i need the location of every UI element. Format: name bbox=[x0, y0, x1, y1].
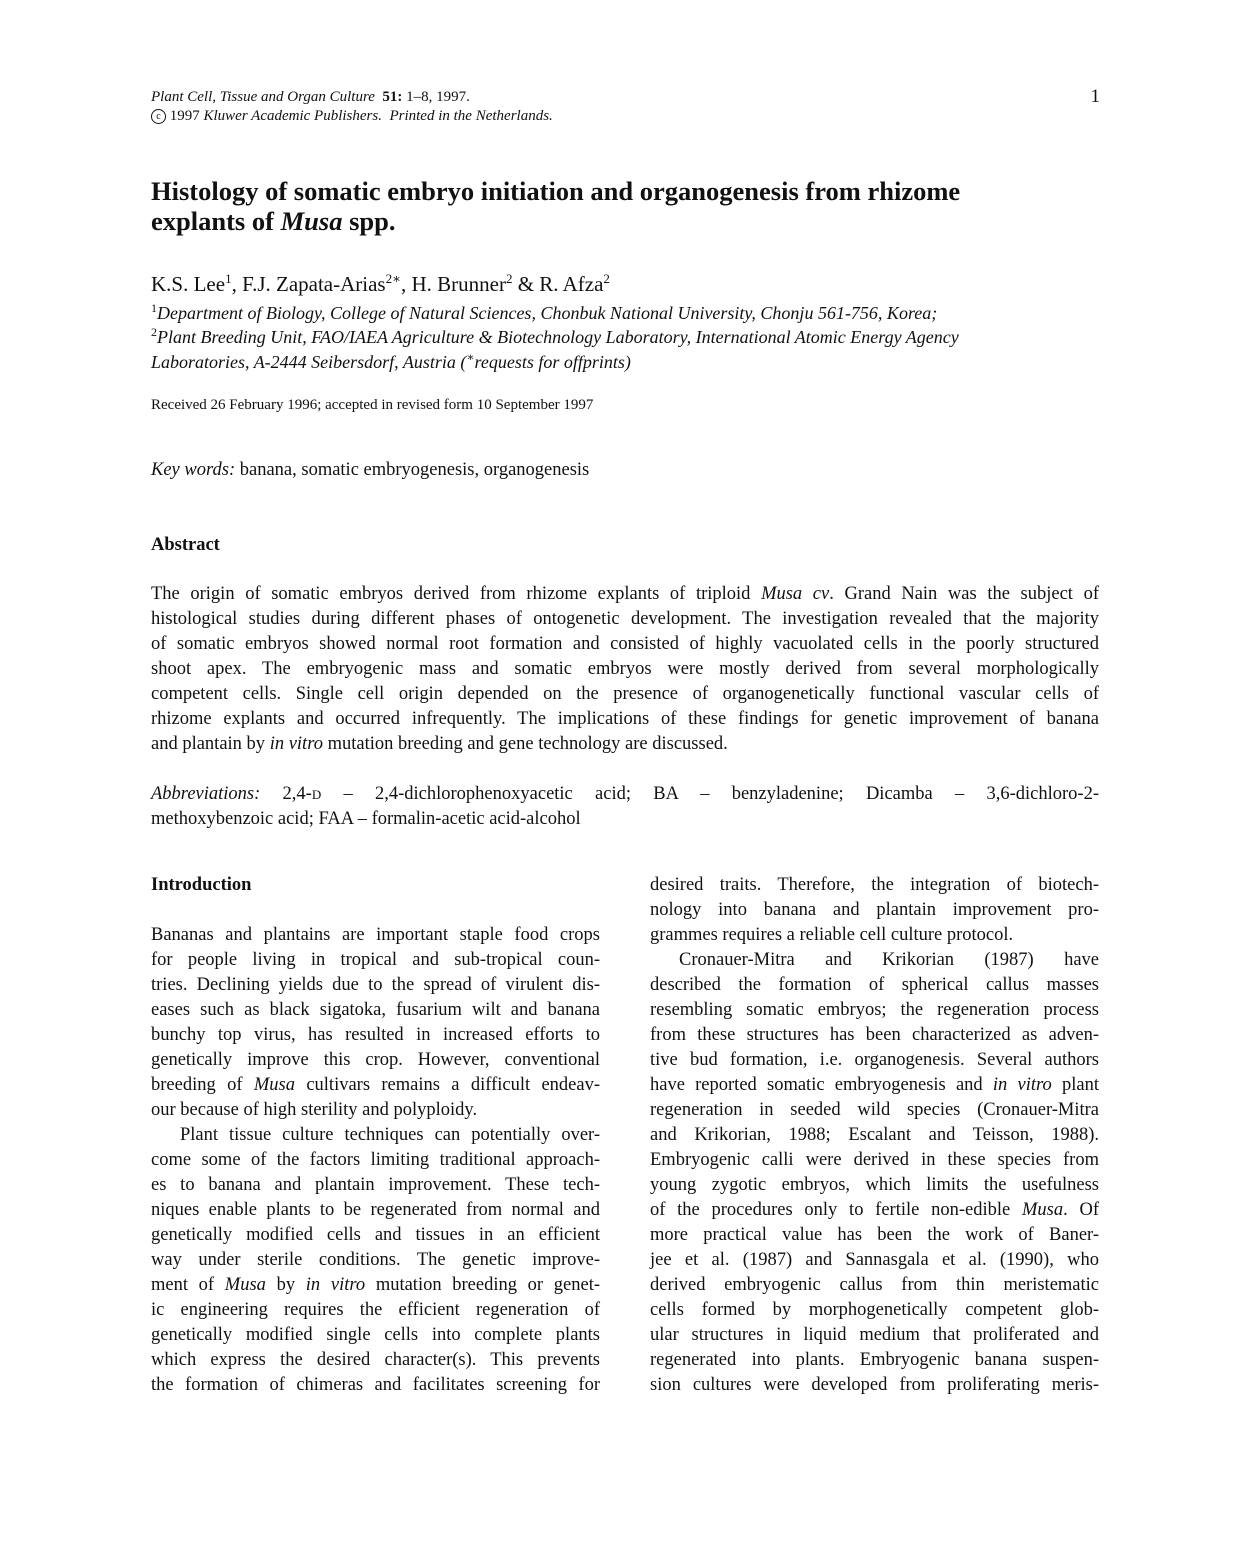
intro-text: mutation breeding or genet- bbox=[375, 1275, 600, 1295]
abstract-body bbox=[151, 582, 1099, 757]
journal-citation-line bbox=[151, 88, 553, 107]
affiliation-2-marker: 2 bbox=[151, 325, 157, 339]
abbreviations-label: Abbreviations: bbox=[151, 784, 261, 804]
offprint-star: ∗ bbox=[466, 350, 475, 364]
abstract-line: rhizome explants and occurred infrequently. The implications of these findings for genetic improvement of banana bbox=[151, 709, 1099, 729]
abbreviations-line: methoxybenzoic acid; FAA – formalin-acetic acid-alcohol bbox=[151, 809, 581, 829]
intro-text: cultivars remains a difficult endeav- bbox=[306, 1075, 601, 1095]
intro-line: niques enable plants to be regenerated from normal and bbox=[151, 1200, 600, 1220]
copyright-year: 1997 bbox=[169, 108, 200, 124]
journal-pages: 1–8, 1997. bbox=[406, 89, 470, 105]
intro-line: regeneration in seeded wild species (Cronauer-Mitra bbox=[650, 1100, 1099, 1120]
intro-line: bunchy top virus, has resulted in increased efforts to bbox=[151, 1025, 600, 1045]
paper-title bbox=[151, 176, 1111, 236]
copyright-icon: c bbox=[151, 109, 166, 124]
title-genus: Musa bbox=[280, 206, 343, 236]
abstract-line: shoot apex. The embryogenic mass and somatic embryos were mostly derived from several morphologically bbox=[151, 659, 1099, 679]
keywords-label: Key words: bbox=[151, 460, 236, 480]
intro-line: Plant tissue culture techniques can potentially over- bbox=[180, 1125, 600, 1145]
intro-line: tries. Declining yields due to the spread of virulent dis- bbox=[151, 975, 600, 995]
abbreviations bbox=[151, 782, 1099, 832]
keywords-text: banana, somatic embryogenesis, organogenesis bbox=[239, 460, 590, 480]
intro-text: breeding of bbox=[151, 1075, 243, 1095]
intro-line: derived embryogenic callus from thin meristematic bbox=[650, 1275, 1099, 1295]
intro-line: es to banana and plantain improvement. These tech- bbox=[151, 1175, 600, 1195]
intro-line bbox=[650, 1073, 1099, 1098]
author-lee-affil: 1 bbox=[225, 271, 232, 286]
author-list bbox=[151, 266, 610, 297]
abbreviations-text: – 2,4-dichlorophenoxyacetic acid; BA – benzyladenine; Dicamba – 3,6-dichloro-2- bbox=[343, 784, 1099, 804]
affiliation-2-text: Plant Breeding Unit, FAO/IAEA Agriculture & Biotechnology Laboratory, International Atomic Energy Agency bbox=[157, 327, 959, 347]
intro-text: of the procedures only to fertile non-edible bbox=[650, 1200, 1011, 1220]
intro-text: by bbox=[276, 1275, 296, 1295]
intro-line: genetically modified cells and tissues in an efficient bbox=[151, 1225, 600, 1245]
title-line-2-prefix: explants of bbox=[151, 206, 274, 236]
author-afza: & R. Afza bbox=[512, 272, 604, 296]
intro-line: our because of high sterility and polyploidy. bbox=[151, 1100, 478, 1120]
abstract-text: . Grand Nain was the subject of bbox=[829, 584, 1099, 604]
left-column bbox=[151, 873, 600, 1398]
printed-in: Printed in the Netherlands. bbox=[389, 108, 553, 124]
intro-line bbox=[151, 1273, 600, 1298]
abstract-line: of somatic embryos showed normal root formation and consisted of highly vacuolated cells in the poorly structured bbox=[151, 634, 1099, 654]
abstract-heading: Abstract bbox=[151, 535, 220, 555]
introduction-heading: Introduction bbox=[151, 875, 252, 895]
intro-line: come some of the factors limiting traditional approach- bbox=[151, 1150, 600, 1170]
intro-line: ic engineering requires the efficient regeneration of bbox=[151, 1300, 600, 1320]
intro-italic: in vitro bbox=[305, 1275, 366, 1295]
affiliation-1-marker: 1 bbox=[151, 301, 157, 315]
intro-line: ular structures in liquid medium that proliferated and bbox=[650, 1325, 1099, 1345]
abbreviations-line bbox=[151, 782, 1099, 807]
intro-text: have reported somatic embryogenesis and bbox=[650, 1075, 983, 1095]
title-line-1: Histology of somatic embryo initiation and organogenesis from rhizome bbox=[151, 176, 961, 206]
journal-header bbox=[151, 88, 553, 126]
intro-line: and Krikorian, 1988; Escalant and Teisson, 1988). bbox=[650, 1125, 1099, 1145]
abstract-line bbox=[151, 732, 1099, 757]
abstract-italic: in vitro bbox=[269, 734, 323, 754]
author-brunner-affil: 2 bbox=[505, 271, 513, 286]
author-brunner: , H. Brunner bbox=[400, 272, 506, 296]
copyright-line bbox=[151, 107, 553, 126]
intro-line: cells formed by morphogenetically competent glob- bbox=[650, 1300, 1099, 1320]
intro-line: grammes requires a reliable cell culture protocol. bbox=[650, 925, 1014, 945]
intro-text: . Of bbox=[1063, 1200, 1099, 1220]
intro-line: the formation of chimeras and facilitates screening for bbox=[151, 1375, 600, 1395]
intro-line: resembling somatic embryos; the regeneration process bbox=[650, 1000, 1099, 1020]
abstract-line: histological studies during different phases of ontogenetic development. The investigation revealed that the majority bbox=[151, 609, 1099, 629]
intro-line: from these structures has been characterized as adven- bbox=[650, 1025, 1099, 1045]
intro-line: sion cultures were developed from proliferating meris- bbox=[650, 1375, 1099, 1395]
abstract-text: and plantain by bbox=[151, 734, 266, 754]
intro-line: jee et al. (1987) and Sannasgala et al. (1990), who bbox=[650, 1250, 1099, 1270]
intro-line: Embryogenic calli were derived in these species from bbox=[650, 1150, 1099, 1170]
author-afza-affil: 2 bbox=[603, 271, 610, 286]
intro-line: desired traits. Therefore, the integration of biotech- bbox=[650, 875, 1099, 895]
abstract-text: mutation breeding and gene technology are discussed. bbox=[327, 734, 728, 754]
intro-line bbox=[650, 1198, 1099, 1223]
intro-line: eases such as black sigatoka, fusarium wilt and banana bbox=[151, 1000, 600, 1020]
intro-line: described the formation of spherical callus masses bbox=[650, 975, 1099, 995]
intro-line: tive bud formation, i.e. organogenesis. Several authors bbox=[650, 1050, 1099, 1070]
abstract-line bbox=[151, 582, 1099, 607]
intro-italic: Musa bbox=[1021, 1200, 1064, 1220]
intro-line: Bananas and plantains are important staple food crops bbox=[151, 925, 600, 945]
title-line-2-suffix: spp. bbox=[349, 206, 396, 236]
intro-line: Cronauer-Mitra and Krikorian (1987) have bbox=[679, 950, 1099, 970]
intro-line: genetically improve this crop. However, conventional bbox=[151, 1050, 600, 1070]
intro-line: way under sterile conditions. The genetic improve- bbox=[151, 1250, 600, 1270]
publisher-name: Kluwer Academic Publishers. bbox=[203, 108, 382, 124]
intro-text: ment of bbox=[151, 1275, 215, 1295]
intro-line: nology into banana and plantain improvement pro- bbox=[650, 900, 1099, 920]
author-zapata: , F.J. Zapata-Arias bbox=[231, 272, 386, 296]
keywords bbox=[151, 458, 589, 482]
intro-line: for people living in tropical and sub-tropical coun- bbox=[151, 950, 600, 970]
intro-line: more practical value has been the work of Baner- bbox=[650, 1225, 1099, 1245]
right-column bbox=[650, 873, 1099, 1398]
affiliation-3-text-b: requests for offprints) bbox=[474, 352, 631, 372]
journal-name: Plant Cell, Tissue and Organ Culture bbox=[151, 89, 375, 105]
abstract-text: The origin of somatic embryos derived from rhizome explants of triploid bbox=[151, 584, 751, 604]
abbreviations-text: 2,4- bbox=[282, 784, 312, 804]
intro-line: young zygotic embryos, which limits the usefulness bbox=[650, 1175, 1099, 1195]
intro-italic: Musa bbox=[253, 1075, 295, 1095]
intro-line: regenerated into plants. Embryogenic banana suspen- bbox=[650, 1350, 1099, 1370]
affiliation-3-text-a: Laboratories, A-2444 Seibersdorf, Austria ( bbox=[151, 352, 467, 372]
abbreviations-smallcaps: d bbox=[311, 784, 322, 804]
affiliation-2-continued bbox=[151, 345, 1111, 374]
abstract-italic: Musa cv bbox=[761, 584, 830, 604]
author-lee: K.S. Lee bbox=[151, 272, 226, 296]
intro-line: genetically modified single cells into complete plants bbox=[151, 1325, 600, 1345]
intro-line: which express the desired character(s). This prevents bbox=[151, 1350, 600, 1370]
journal-volume: 51: bbox=[382, 89, 403, 105]
intro-italic: Musa bbox=[224, 1275, 266, 1295]
abstract-line: competent cells. Single cell origin depended on the presence of organogenetically functional vascular cells of bbox=[151, 684, 1099, 704]
intro-text: plant bbox=[1062, 1075, 1100, 1095]
intro-line bbox=[151, 1073, 600, 1098]
received-dates: Received 26 February 1996; accepted in revised form 10 September 1997 bbox=[151, 397, 594, 413]
author-zapata-affil: 2∗ bbox=[385, 271, 401, 286]
affiliation-1-text: Department of Biology, College of Natural Sciences, Chonbuk National University, Chonju 561-756, Korea; bbox=[157, 303, 938, 323]
page-number: 1 bbox=[1090, 86, 1100, 107]
intro-italic: in vitro bbox=[992, 1075, 1052, 1095]
